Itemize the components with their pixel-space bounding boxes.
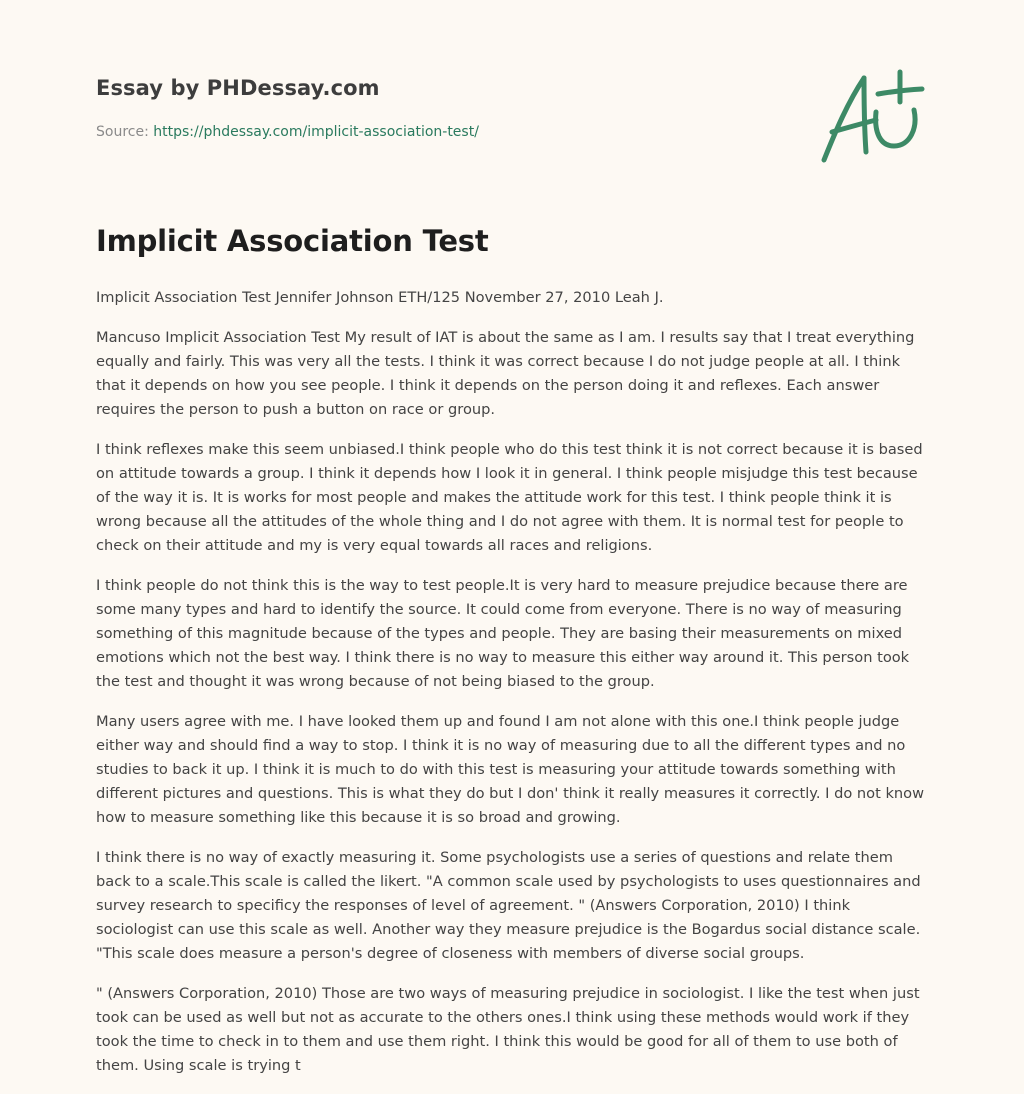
source-link[interactable]: https://phdessay.com/implicit-association-test/ (153, 124, 479, 140)
source-label: Source: (96, 124, 154, 140)
page-header (96, 76, 928, 186)
essay-paragraph: I think people do not think this is the way to test people.It is very hard to measure prejudice because there are some many types and hard to identify the source. It could come from everyone. There is no way of measuring something of this magnitude because of the types and people. They are basing their measurements on mixed emotions which not the best way. I think there is no way to measure this either way around it. This person took the test and thought it was wrong because of not being biased to the group. (96, 577, 910, 690)
essay-body (96, 286, 928, 1094)
essay-paragraph: Many users agree with me. I have looked them up and found I am not alone with this one.I think people judge either way and should find a way to stop. I think it is no way of measuring due to all the different types and no studies to back it up. I think it is much to do with this test is measuring your attitude towards something with different pictures and questions. This is what they do but I don' think it really measures it correctly. I do not know how to measure something like this because it is so broad and growing. (96, 713, 925, 826)
essay-paragraph: " (Answers Corporation, 2010) Those are two ways of measuring prejudice in sociologist. I like the test when just took can be used as well but not as accurate to the others ones.I think using these methods would work if they took the time to check in to them and use them right. I think this would be good for all of them to use both of them. Using scale is trying t (96, 985, 920, 1074)
a-plus-logo-icon (818, 66, 928, 166)
essay-paragraph: I think there is no way of exactly measuring it. Some psychologists use a series of questions and relate them back to a scale.This scale is called the likert. "A common scale used by psychologists to uses questionnaires and survey research to specificy the responses of level of agreement. " (Answers Corporation, 2010) I think sociologist can use this scale as well. Another way they measure prejudice is the Bogardus social distance scale. "This scale does measure a person's degree of closeness with members of diverse social groups. (96, 849, 921, 962)
essay-paragraph: Implicit Association Test Jennifer Johnson ETH/125 November 27, 2010 Leah J. (96, 289, 664, 306)
essay-title: Implicit Association Test (96, 224, 489, 258)
site-brand: Essay by PHDessay.com (96, 76, 380, 100)
essay-paragraph: I think reflexes make this seem unbiased.I think people who do this test think it is not correct because it is based on attitude towards a group. I think it depends how I look it in general. I think people misjudge this test because of the way it is. It is works for most people and makes the attitude work for this test. I think people think it is wrong because all the attitudes of the whole thing and I do not agree with them. It is normal test for people to check on their attitude and my is very equal towards all races and religions. (96, 441, 923, 554)
essay-paragraph: Mancuso Implicit Association Test My result of IAT is about the same as I am. I results say that I treat everything equally and fairly. This was very all the tests. I think it was correct because I do not judge people at all. I think that it depends on how you see people. I think it depends on the person doing it and reflexes. Each answer requires the person to push a button on race or group. (96, 329, 915, 418)
source-line (96, 124, 479, 140)
